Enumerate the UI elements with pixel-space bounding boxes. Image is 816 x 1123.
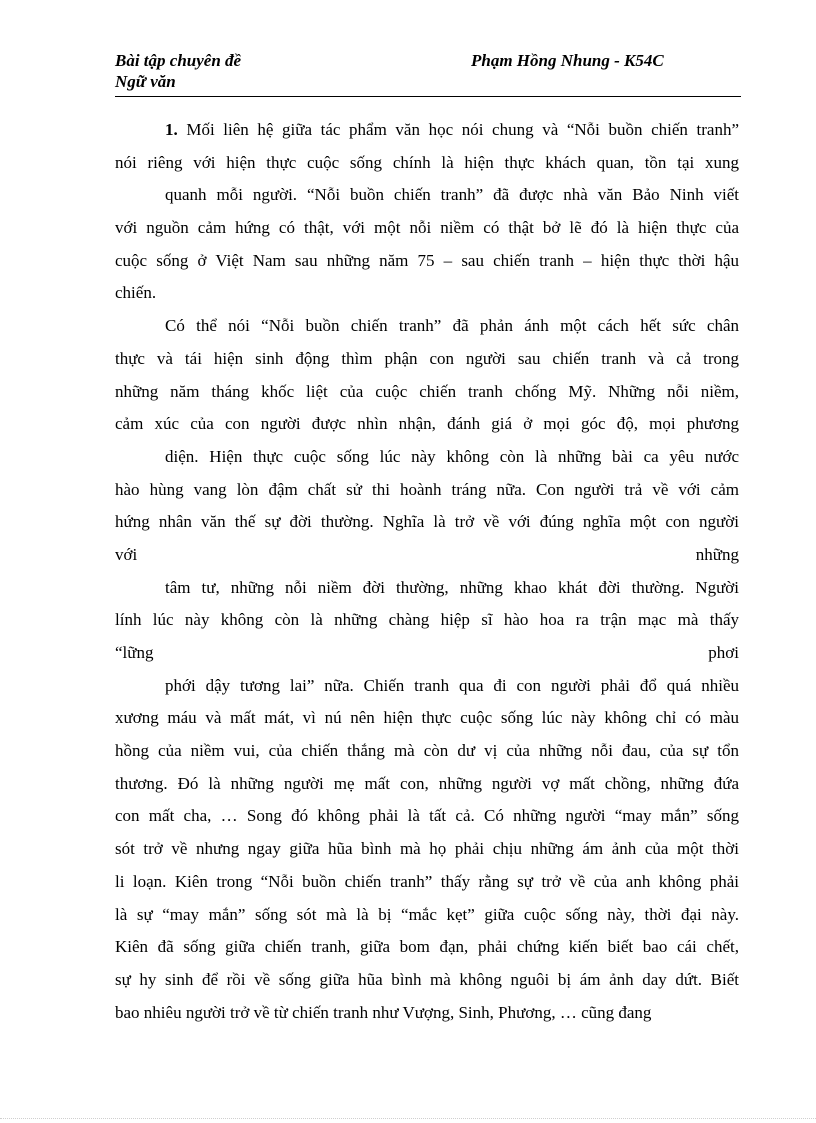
- text-line: quanh mỗi người. “Nỗi buồn chiến tranh” đã được nhà văn Bảo Ninh viết: [165, 185, 739, 205]
- text-line: Kiên đã sống giữa chiến tranh, giữa bom đạn, phải chứng kiến biết bao cái chết,: [115, 937, 739, 957]
- header-author: Phạm Hồng Nhung - K54C: [471, 51, 664, 70]
- text-line: lính lúc này không còn là những chàng hiệp sĩ hào hoa ra trận mạc mà thấy: [115, 610, 739, 630]
- text-line: bao nhiêu người trở về từ chiến tranh như Vượng, Sinh, Phương, … cũng đang: [115, 1002, 652, 1022]
- text-line: 1. Mối liên hệ giữa tác phẩm văn học nói chung và “Nỗi buồn chiến tranh”: [165, 120, 739, 139]
- text-line: hồng của niềm vui, của chiến thắng mà còn dư vị của những nỗi đau, của sự tổn: [115, 741, 739, 761]
- header-course-line-2: Ngữ văn: [115, 72, 176, 91]
- text-line: sự hy sinh để rồi về sống giữa hũa bình mà không nguôi bị ám ảnh day dứt. Biết: [115, 969, 739, 989]
- header-course-title: [115, 50, 241, 92]
- text-line: sót trở về nhưng ngay giữa hũa bình mà họ phải chịu những ám ảnh của một thời: [115, 839, 739, 859]
- text-line: con mất cha, … Song đó không phải là tất cả. Có những người “may mắn” sống: [115, 806, 739, 826]
- text-line: với nguồn cảm hứng có thật, với một nỗi niềm có thật bở lẽ đó là hiện thực của: [115, 218, 739, 238]
- text-line: cuộc sống ở Việt Nam sau những năm 75 – sau chiến tranh – hiện thực thời hậu: [115, 250, 739, 270]
- text-line: Có thể nói “Nỗi buồn chiến tranh” đã phản ánh một cách hết sức chân: [165, 316, 739, 336]
- text-line: xương máu và mất mát, vì nú nên hiện thực cuộc sống lúc này không chỉ có màu: [115, 708, 739, 728]
- page-bottom-rule: [0, 1118, 816, 1119]
- text-line: nói riêng với hiện thực cuộc sống chính là hiện thực khách quan, tồn tại xung: [115, 152, 739, 172]
- text-line: chiến.: [115, 283, 157, 303]
- text-line: diện. Hiện thực cuộc sống lúc này không còn là những bài ca yêu nước: [165, 446, 739, 466]
- text-line: hứng nhân văn thế sự đời thường. Nghĩa là trở về với đúng nghĩa một con người: [115, 512, 739, 532]
- text-line: cảm xúc của con người được nhìn nhận, đánh giá ở mọi góc độ, mọi phương: [115, 414, 739, 434]
- document-body: [115, 114, 739, 1029]
- text-line: thương. Đó là những người mẹ mất con, những người vợ mất chồng, những đứa: [115, 773, 739, 793]
- paragraph-number: 1.: [165, 120, 178, 139]
- text-line: li loạn. Kiên trong “Nỗi buồn chiến tranh” thấy rằng sự trở về của anh không phải: [115, 871, 739, 891]
- text-line: tâm tư, những nỗi niềm đời thường, những khao khát đời thường. Người: [165, 577, 739, 597]
- text-line-split: “lững phơi: [115, 643, 739, 662]
- text-line: là sự “may mắn” sống sót mà là bị “mắc kẹt” giữa cuộc sống này, thời đại này.: [115, 904, 739, 924]
- text-line: thực và tái hiện sinh động thìm phận con người sau chiến tranh và cả trong: [115, 348, 739, 368]
- text-line: hào hùng vang lòn đậm chất sử thi hoành tráng nữa. Con người trả về với cảm: [115, 479, 739, 499]
- header-course-line-1: Bài tập chuyên đề: [115, 51, 242, 70]
- page-header: [115, 50, 741, 97]
- text-line: phới dậy tương lai” nữa. Chiến tranh qua đi con người phải đổ quá nhiều: [165, 675, 739, 695]
- text-line-split: với những: [115, 544, 739, 564]
- text-line: những năm tháng khốc liệt của cuộc chiến tranh chống Mỹ. Những nỗi niềm,: [115, 381, 739, 401]
